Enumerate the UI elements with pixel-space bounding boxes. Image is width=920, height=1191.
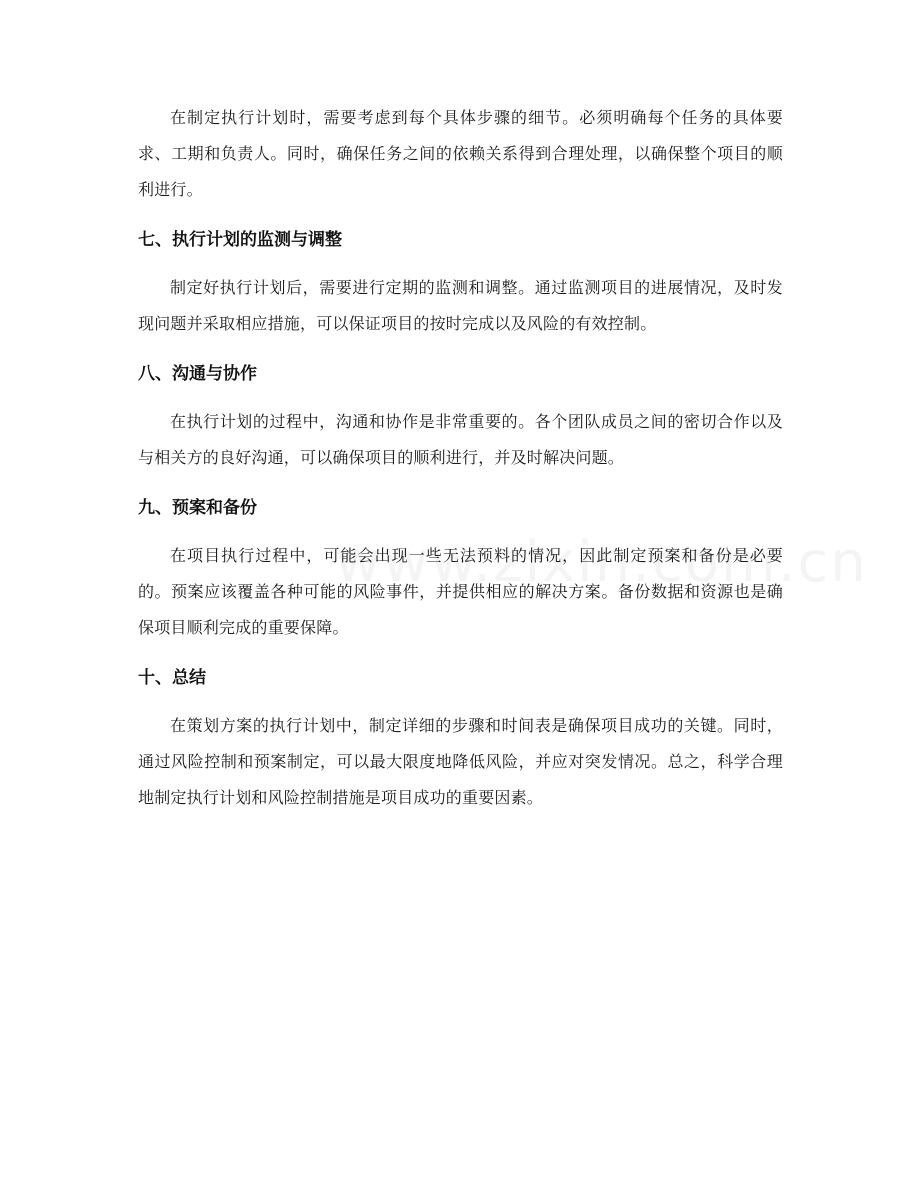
spacer xyxy=(138,342,783,356)
spacer xyxy=(138,258,783,270)
section-heading-8: 八、沟通与协作 xyxy=(138,364,257,384)
spacer xyxy=(138,392,783,404)
spacer xyxy=(138,646,783,660)
spacer xyxy=(138,526,783,538)
section-paragraph-8: 在执行计划的过程中，沟通和协作是非常重要的。各个团队成员之间的密切合作以及与相关方的良好沟通，可以确保项目的顺利进行，并及时解决问题。 xyxy=(138,412,783,467)
section-paragraph-9: 在项目执行过程中，可能会出现一些无法预料的情况，因此制定预案和备份是必要的。预案应该覆盖各种可能的风险事件，并提供相应的解决方案。备份数据和资源也是确保项目顺利完成的重要保障。 xyxy=(138,546,783,637)
spacer xyxy=(138,208,783,222)
section-paragraph-7: 制定好执行计划后，需要进行定期的监测和调整。通过监测项目的进展情况，及时发现问题并采取相应措施，可以保证项目的按时完成以及风险的有效控制。 xyxy=(138,278,783,333)
section-paragraph-10: 在策划方案的执行计划中，制定详细的步骤和时间表是确保项目成功的关键。同时，通过风险控制和预案制定，可以最大限度地降低风险，并应对突发情况。总之，科学合理地制定执行计划和风险控制措施是项目成功的重要因素。 xyxy=(138,716,783,807)
section-heading-10: 十、总结 xyxy=(138,668,206,688)
section-heading-9: 九、预案和备份 xyxy=(138,498,257,518)
spacer xyxy=(138,696,783,708)
section-heading-7: 七、执行计划的监测与调整 xyxy=(138,230,342,250)
intro-paragraph: 在制定执行计划时，需要考虑到每个具体步骤的细节。必须明确每个任务的具体要求、工期和负责人。同时，确保任务之间的依赖关系得到合理处理，以确保整个项目的顺利进行。 xyxy=(138,108,783,199)
document-page xyxy=(138,100,783,816)
spacer xyxy=(138,476,783,490)
